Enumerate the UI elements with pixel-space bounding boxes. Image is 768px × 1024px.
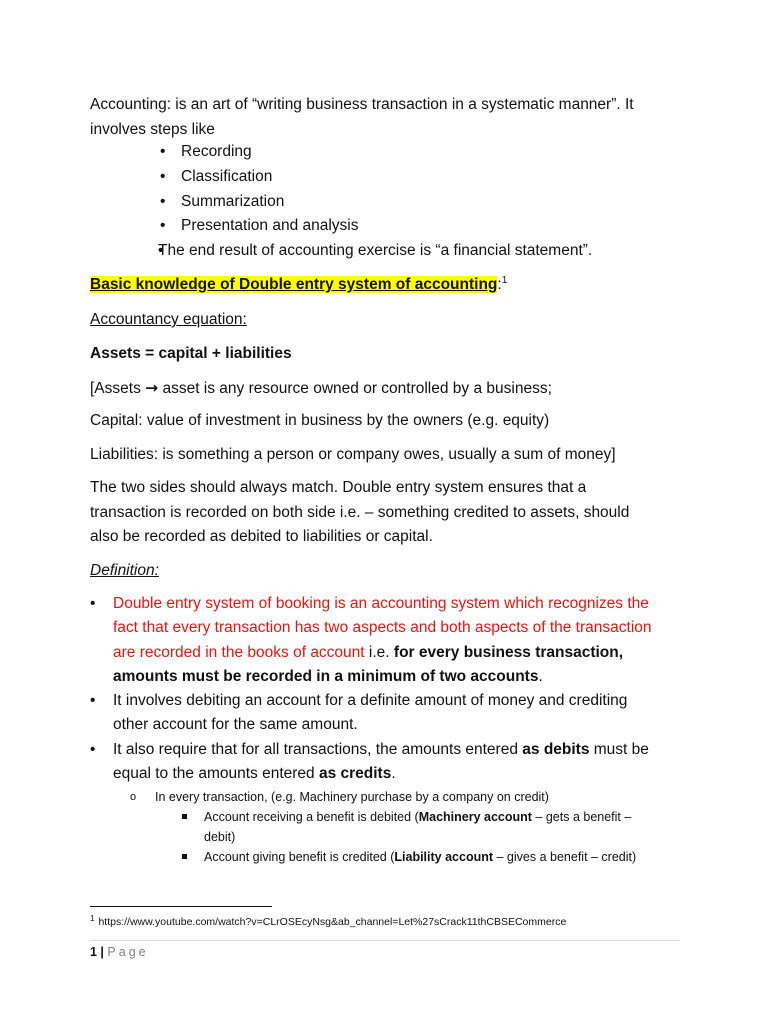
- definition-bullet-2: [90, 689, 690, 738]
- subitem1-b: – gets a benefit –: [531, 810, 632, 824]
- footer-divider: [90, 940, 680, 941]
- section-heading: [90, 273, 690, 298]
- red-line-1: Double entry system of booking is an accounting system which recognizes the: [113, 595, 649, 612]
- subitem2-bold: Liability account: [394, 850, 494, 864]
- heading-suffix: :: [497, 276, 502, 293]
- assets-open: [Assets: [90, 380, 141, 397]
- end-result-text: The end result of accounting exercise is “a financial statement”.: [158, 242, 593, 260]
- bullet3-part-1: It also require that for all transactions, the amounts entered: [113, 740, 523, 758]
- red-line-2: fact that every transaction has two aspects and both aspects of the transaction: [113, 619, 652, 637]
- assets-text: asset is any resource owned or controlled by a business;: [162, 380, 552, 397]
- page-label: Page: [107, 945, 149, 959]
- bullet3-credits: as credits: [318, 765, 392, 783]
- step-item: • Summarization: [160, 190, 592, 215]
- definition-bullet-1: [90, 592, 690, 689]
- example-list: [130, 787, 690, 807]
- bullet3-debits: as debits: [522, 740, 590, 758]
- equation-label: Accountancy equation:: [90, 311, 247, 328]
- intro-paragraph: [90, 93, 690, 142]
- bold-line-2: amounts must be recorded in a minimum of two accounts: [113, 667, 539, 685]
- step-item: • Presentation and analysis: [160, 214, 592, 239]
- end-result-line: [158, 239, 592, 264]
- bullet2-line-1: It involves debiting an account for a definite amount of money and crediting: [113, 692, 628, 710]
- footnote-number: 1: [90, 913, 95, 923]
- bullet3-part-2: must be: [589, 740, 649, 758]
- intro-line-1: Accounting: is an art of “writing business transaction in a systematic manner”. It: [90, 96, 634, 113]
- bullet2-line-2: other account for the same amount.: [113, 716, 358, 734]
- footnote-link[interactable]: https://www.youtube.com/watch?v=CLrOSEcyNsg&ab_channel=Let%27sCrack11thCBSECommerce: [98, 916, 567, 928]
- assets-definition: [90, 376, 690, 402]
- equation-formula: Assets = capital + liabilities: [90, 345, 292, 362]
- subitem2-a: Account giving benefit is credited (: [204, 850, 395, 864]
- subitem2-b: – gives a benefit – credit): [493, 850, 637, 864]
- step-item: • Recording: [160, 140, 592, 165]
- red-line-3: are recorded in the books of account: [113, 643, 365, 661]
- sides-line-1: The two sides should always match. Double entry system ensures that a: [90, 479, 587, 496]
- definition-list: [90, 592, 690, 786]
- definition-bullet-3: [90, 738, 690, 787]
- heading-highlight: Basic knowledge of Double entry system of accounting: [90, 276, 498, 293]
- example-item: o In every transaction, (e.g. Machinery purchase by a company on credit): [130, 787, 690, 807]
- liabilities-definition: Liabilities: is something a person or company owes, usually a sum of money]: [90, 446, 616, 463]
- sides-paragraph: [90, 476, 690, 550]
- bullet1-end: .: [538, 667, 543, 685]
- arrow-icon: →: [145, 379, 159, 397]
- intro-line-2: involves steps like: [90, 120, 215, 138]
- example-subitem-1: [182, 807, 682, 847]
- bullet3-part-3: equal to the amounts entered: [113, 765, 319, 783]
- footnote-separator: [90, 906, 272, 907]
- subitem1-c: debit): [204, 830, 236, 844]
- bold-line-1: for every business transaction,: [393, 643, 624, 661]
- capital-definition: Capital: value of investment in business by the owners (e.g. equity): [90, 412, 550, 429]
- step-item: • Classification: [160, 165, 592, 190]
- definition-label: Definition:: [90, 562, 159, 579]
- subitem1-bold: Machinery account: [418, 810, 532, 824]
- subitem1-a: Account receiving a benefit is debited (: [204, 810, 419, 824]
- page-footer: [90, 943, 149, 961]
- bullet3-end: .: [391, 765, 396, 783]
- footnote-ref: 1: [501, 274, 508, 286]
- page-number: 1: [90, 945, 97, 959]
- steps-list: [160, 140, 592, 264]
- sides-line-3: also be recorded as debited to liabilities or capital.: [90, 528, 433, 545]
- footnote: [90, 914, 566, 930]
- example-subitem-2: [182, 847, 682, 867]
- ie-text: i.e.: [364, 643, 394, 661]
- page-separator: |: [96, 945, 108, 959]
- sides-line-2: transaction is recorded on both side i.e. – something credited to assets, should: [90, 503, 630, 521]
- example-sublist: [182, 807, 682, 867]
